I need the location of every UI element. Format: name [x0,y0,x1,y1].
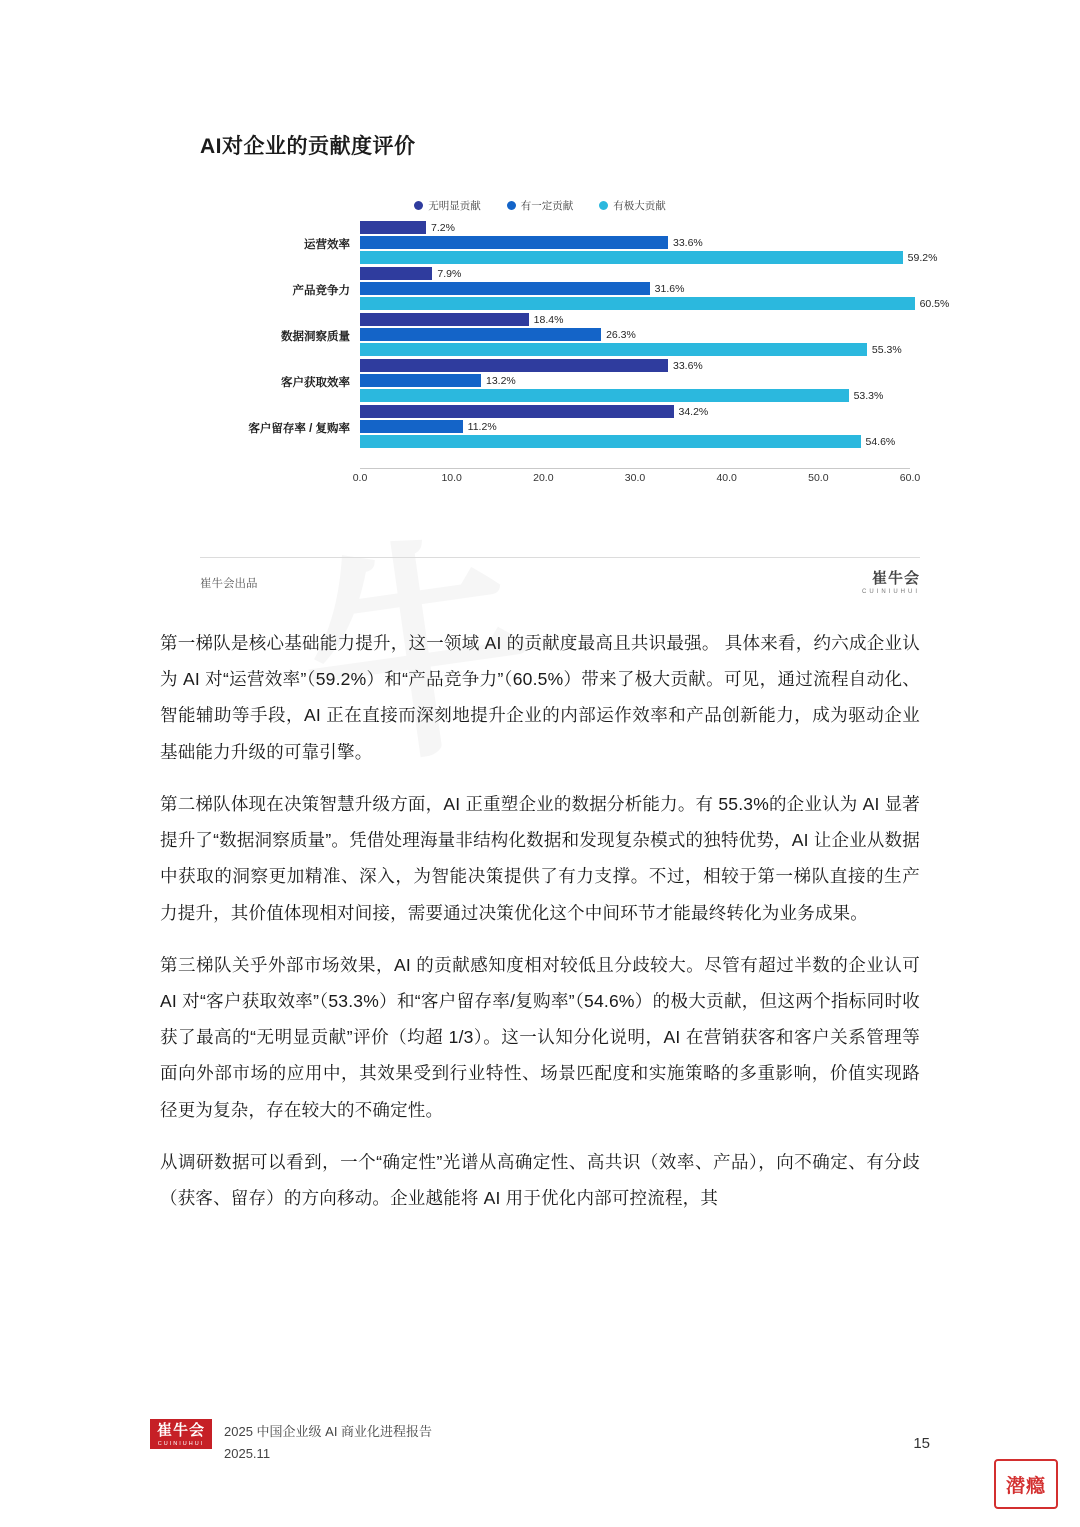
chart-bar [360,435,861,448]
chart-bar [360,282,650,295]
chart-bar-row [360,267,910,280]
chart-bar-value: 55.3% [871,343,902,356]
chart-bar [360,297,915,310]
chart-x-tick: 30.0 [624,472,646,484]
chart-bar [360,389,849,402]
chart-card-footer [200,557,920,600]
chart-bar [360,236,668,249]
chart-bar [360,343,867,356]
footer-report-title: 2025 中国企业级 AI 商业化进程报告 [224,1423,433,1439]
paragraph-4: 从调研数据可以看到，一个“确定性”光谱从高确定性、高共识（效率、产品），向不确定、有分歧（获客、留存）的方向移动。企业越能将 AI 用于优化内部可控流程，其 [160,1151,920,1209]
legend-item [507,198,574,213]
chart-bar-value: 53.3% [853,389,884,402]
chart-category-label: 运营效率 [304,239,350,251]
chart-category-label: 产品竞争力 [292,285,350,297]
chart-bar [360,313,529,326]
article-body [160,625,920,1232]
chart-brand-name-en: CUINIUHUI [862,589,920,595]
chart-category-label: 客户留存率 / 复购率 [248,423,350,435]
chart-bar-value: 59.2% [907,251,938,264]
chart-bar [360,221,426,234]
legend-swatch-icon [599,201,608,210]
chart-bar-value: 34.2% [678,405,709,418]
chart-card [160,130,950,600]
chart-bar [360,328,601,341]
chart-category-label: 数据洞察质量 [281,331,350,343]
chart-bar-value: 18.4% [533,313,564,326]
chart-x-tick: 60.0 [899,472,921,484]
brand-logo [150,1419,212,1450]
chart-brand-name-cn: 崔牛会 [871,570,920,587]
chart-bar-row [360,389,910,402]
legend-item [414,198,481,213]
chart-bar-row [360,405,910,418]
chart-x-tick: 40.0 [716,472,737,484]
chart-bar-group [360,313,910,359]
legend-label: 无明显贡献 [428,200,481,212]
legend-item [599,198,666,213]
chart-plot-area [160,219,950,489]
chart-bar-group [360,359,910,405]
chart-x-tick: 0.0 [352,472,368,484]
chart-category-group [160,221,938,267]
chart-category-label: 客户获取效率 [281,377,350,389]
chart-bar-row [360,282,910,295]
chart-bar-value: 33.6% [673,236,703,249]
chart-bar-value: 7.9% [437,267,462,280]
legend-swatch-icon [414,201,423,210]
chart-category-group [160,313,920,359]
paragraph-2: 第二梯队体现在决策智慧升级方面，AI 正重塑企业的数据分析能力。有 55.3%的企业认为 AI 显著提升了“数据洞察质量”。凭借处理海量非结构化数据和发现复杂模式的独特优势，AI 让企业从数据中获取的洞察更加精准、深入，为智能决策提供了有力支撑。不过，相较于第一梯队直接的生产力提升，其价值体现相对间接，需要通过决策优化这个中间环节才能最终转化为业务成果。 [160,793,920,923]
brand-name-cn: 崔牛会 [157,1421,206,1439]
chart-x-tick: 50.0 [808,472,829,484]
legend-label: 有一定贡献 [520,200,574,212]
chart-bar-row [360,251,938,264]
legend-swatch-icon [507,201,516,210]
corner-stamp-label: 潜瘾 [1005,1475,1046,1497]
chart-bar-value: 31.6% [654,282,685,295]
chart-bar [360,374,481,387]
paragraph-3: 第三梯队关乎外部市场效果，AI 的贡献感知度相对较低且分歧较大。尽管有超过半数的企业认可 AI 对“客户获取效率”（53.3%）和“客户留存率/复购率”（54.6%）的极大贡献，但这两个指标同时收获了最高的“无明显贡献”评价（均超 1/3）。这一认知分化说明，AI 在营销获客和客户关系管理等面向外部市场的应用中，其效果受到行业特性、场景匹配度和实施策略的多重影响，价值实现路径更为复杂，存在较大的不确定性。 [160,954,920,1120]
chart-brand-logo [862,571,920,595]
chart-bar [360,405,674,418]
chart-legend [160,198,920,213]
chart-bar-value: 11.2% [467,420,497,433]
chart-title: AI对企业的贡献度评价 [200,135,416,158]
chart-bar-value: 60.5% [919,297,950,310]
chart-x-axis [352,468,921,489]
chart-bar-value: 54.6% [865,435,896,448]
chart-bar [360,420,463,433]
chart-category-group [160,405,920,451]
chart-bar [360,251,903,264]
legend-label: 有极大贡献 [613,200,666,212]
chart-bar-row [360,313,910,326]
chart-bar [360,267,432,280]
chart-bar-row [360,435,910,448]
chart-bar-group [360,267,950,313]
chart-bar-row [360,236,910,249]
chart-bar-row [360,328,910,341]
corner-stamp-badge [994,1459,1058,1509]
chart-credit: 崔牛会出品 [200,578,258,590]
chart-bar-group [360,405,910,451]
chart-bar-value: 7.2% [431,221,455,234]
chart-bar-row [360,420,910,433]
brand-name-en: CUINIUHUI [157,1441,205,1448]
chart-bar-value: 33.6% [673,359,703,372]
chart-bars-container [160,219,950,469]
chart-bar-row [360,343,910,356]
footer-report-info [224,1419,432,1465]
chart-bar-row [360,221,910,234]
chart-category-group [160,267,950,313]
chart-bar-group [360,221,938,267]
chart-x-tick: 10.0 [441,472,462,484]
chart-category-group [160,359,920,405]
chart-bar-value: 26.3% [606,328,636,341]
footer-report-date: 2025.11 [224,1445,271,1461]
chart-bar-value: 13.2% [486,374,516,387]
page-number: 15 [913,1434,930,1452]
chart-bar-row [360,359,910,372]
chart-x-tick: 20.0 [533,472,554,484]
page-footer [150,1419,930,1465]
paragraph-1: 第一梯队是核心基础能力提升，这一领域 AI 的贡献度最高且共识最强。 具体来看，约六成企业认为 AI 对“运营效率”（59.2%）和“产品竞争力”（60.5%）带来了极大贡献。可见，通过流程自动化、智能辅助等手段，AI 正在直接而深刻地提升企业的内部运作效率和产品创新能力，成为驱动企业基础能力升级的可靠引擎。 [160,633,920,762]
chart-bar [360,359,668,372]
chart-bar-row [360,297,950,310]
footer-brand-block [150,1419,432,1465]
chart-bar-row [360,374,910,387]
